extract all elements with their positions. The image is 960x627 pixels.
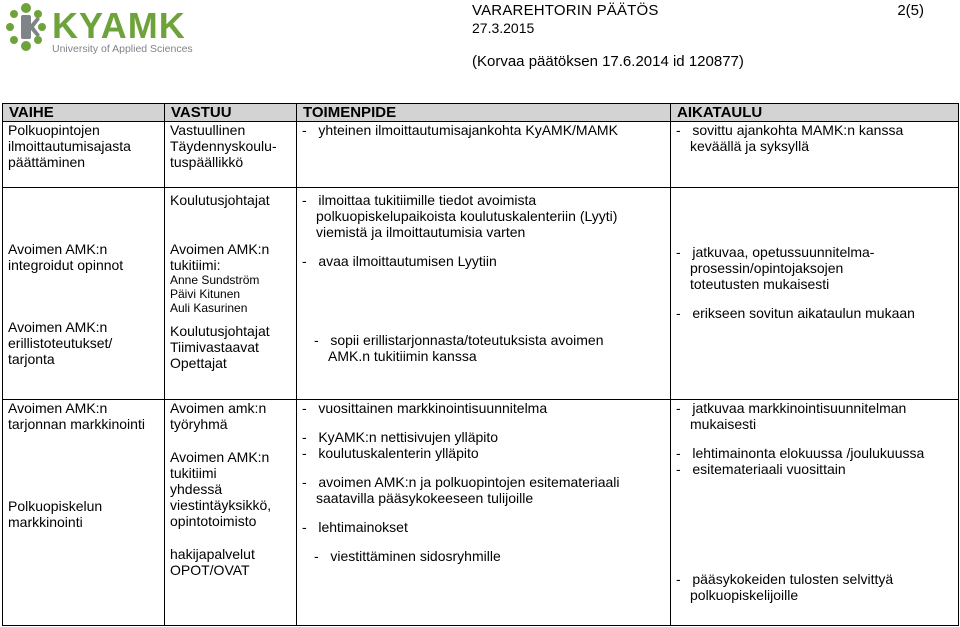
action-item: - yhteinen ilmoittautumisajankohta KyAMK/MAMK — [302, 122, 670, 138]
action-item: - avaa ilmoittautumisen Lyytiin — [302, 253, 670, 269]
resp-name: Päivi Kitunen — [170, 287, 241, 301]
cell-responsibility — [165, 400, 297, 626]
resp-text: Vastuullinen — [170, 122, 246, 138]
cell-action — [297, 122, 671, 188]
schedule-item: - lehtimainonta elokuussa /joulukuussa — [676, 445, 958, 461]
resp-text: työryhmä — [170, 416, 228, 432]
resp-text: tukitiimi: — [170, 257, 221, 273]
cell-phase — [3, 188, 165, 400]
replaces-note: (Korvaa päätöksen 17.6.2014 id 120877) — [472, 53, 744, 70]
schedule-item: - esitemateriaali vuosittain — [676, 461, 958, 477]
resp-text: Avoimen AMK:n — [170, 449, 270, 465]
resp-text: tuspäällikkö — [170, 154, 244, 170]
table-header-row — [3, 104, 959, 122]
schedule-item: - sovittu ajankohta MAMK:n kanssa keväällä ja syksyllä — [676, 122, 958, 154]
action-item: - sopii erillistarjonnasta/toteutuksista avoimen AMK.n tukitiimin kanssa — [314, 332, 670, 364]
phase-text: tarjonta — [8, 351, 55, 367]
page-number: 2(5) — [897, 2, 924, 19]
cell-phase — [3, 400, 165, 626]
resp-text: tukitiimi — [170, 465, 217, 481]
cell-schedule — [671, 400, 959, 626]
logo-subtext: University of Applied Sciences — [52, 43, 193, 55]
resp-text: Tiimivastaavat — [170, 339, 259, 355]
resp-text: hakijapalvelut — [170, 546, 255, 562]
kyamk-logo — [4, 0, 204, 60]
document-title: VARAREHTORIN PÄÄTÖS — [472, 2, 659, 19]
phase-text: erillistoteutukset/ — [8, 335, 113, 351]
col-header-schedule: AIKATAULU — [671, 104, 959, 122]
action-item: - lehtimainokset — [302, 519, 670, 535]
resp-text: Täydennyskoulu- — [170, 138, 277, 154]
action-item: - KyAMK:n nettisivujen ylläpito — [302, 429, 670, 445]
table-row — [3, 188, 959, 400]
resp-name: Auli Kasurinen — [170, 301, 248, 315]
phase-text: Avoimen AMK:n — [8, 241, 108, 257]
phase-text: Polkuopintojen — [8, 122, 100, 138]
schedule-item: - jatkuvaa, opetussuunnitelma- prosessin/opintojaksojen toteutusten mukaisesti — [676, 244, 958, 292]
resp-text: Avoimen AMK:n — [170, 241, 270, 257]
cell-schedule — [671, 188, 959, 400]
phase-text: integroidut opinnot — [8, 257, 124, 273]
resp-text: Avoimen amk:n — [170, 400, 267, 416]
cell-schedule — [671, 122, 959, 188]
action-item: - vuosittainen markkinointisuunnitelma — [302, 400, 670, 416]
cell-action — [297, 400, 671, 626]
resp-text: opintotoimisto — [170, 513, 257, 529]
action-item: - avoimen AMK:n ja polkuopintojen esitemateriaali saatavilla pääsykokeeseen tulijoille — [302, 474, 670, 506]
logo-mark-icon — [6, 3, 46, 51]
table-row — [3, 400, 959, 626]
document-date: 27.3.2015 — [472, 20, 535, 36]
action-item: - koulutuskalenterin ylläpito — [302, 445, 670, 461]
phase-text: Avoimen AMK:n — [8, 400, 108, 416]
cell-action — [297, 188, 671, 400]
resp-text: yhdessä — [170, 481, 223, 497]
schedule-item: - pääsykokeiden tulosten selvittyä polkuopiskelijoille — [676, 571, 958, 603]
col-header-action: TOIMENPIDE — [297, 104, 671, 122]
resp-name: Anne Sundström — [170, 273, 260, 287]
resp-text: Koulutusjohtajat — [170, 192, 270, 208]
schedule-item: - jatkuvaa markkinointisuunnitelman mukaisesti — [676, 400, 958, 432]
action-item: - ilmoittaa tukitiimille tiedot avoimista polkuopiskelupaikoista koulutuskalenteriin (Lyyti) viemistä ja ilmoittautumisia varten — [302, 192, 670, 240]
resp-text: viestintäyksikkö, — [170, 497, 272, 513]
process-table — [2, 103, 959, 626]
cell-responsibility — [165, 188, 297, 400]
phase-text: Polkuopiskelun — [8, 498, 103, 514]
logo-wordmark: KYAMK — [52, 5, 186, 46]
phase-text: päättäminen — [8, 154, 86, 170]
resp-text: Koulutusjohtajat — [170, 323, 270, 339]
resp-text: Opettajat — [170, 355, 227, 371]
cell-phase — [3, 122, 165, 188]
action-item: - viestittäminen sidosryhmille — [314, 548, 670, 564]
table-row — [3, 122, 959, 188]
schedule-item: - erikseen sovitun aikataulun mukaan — [676, 305, 958, 321]
phase-text: Avoimen AMK:n — [8, 319, 108, 335]
col-header-phase: VAIHE — [3, 104, 165, 122]
resp-text: OPOT/OVAT — [170, 562, 250, 578]
phase-text: markkinointi — [8, 514, 83, 530]
phase-text: ilmoittautumisajasta — [8, 138, 131, 154]
cell-responsibility — [165, 122, 297, 188]
col-header-responsibility: VASTUU — [165, 104, 297, 122]
phase-text: tarjonnan markkinointi — [8, 416, 145, 432]
